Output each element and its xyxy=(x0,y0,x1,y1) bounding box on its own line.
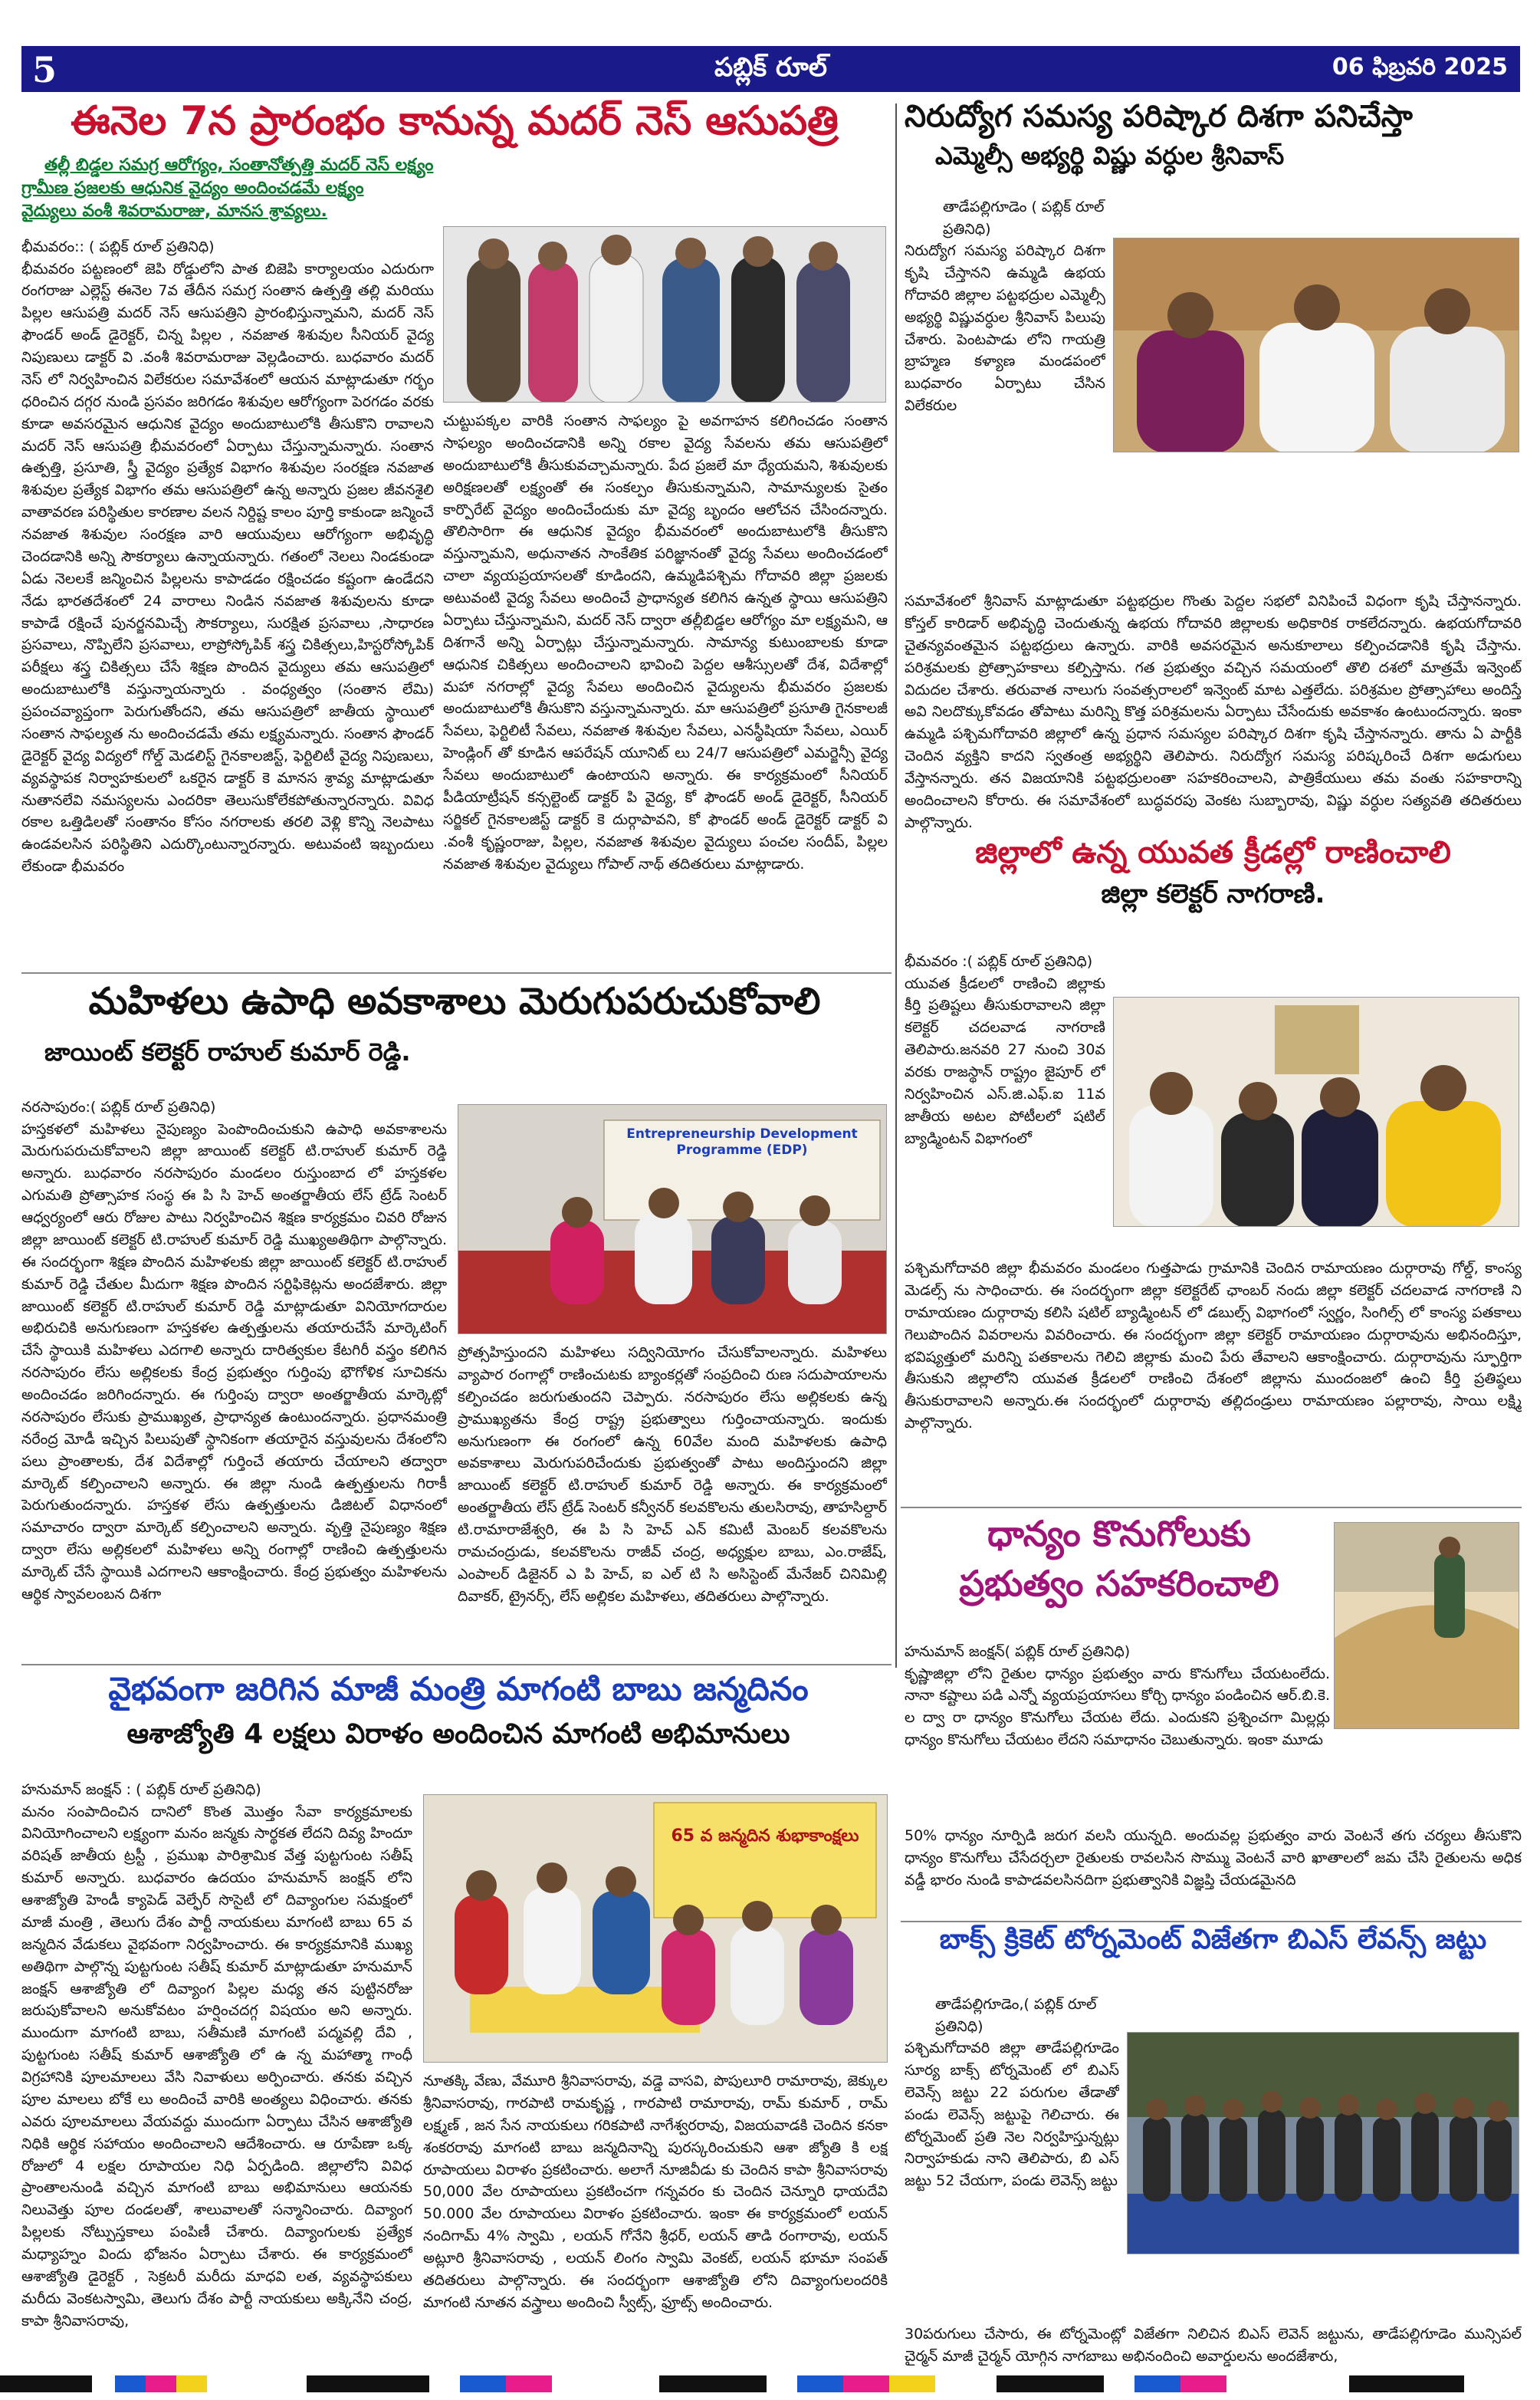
birthday-col-left xyxy=(21,1779,412,2369)
footer-swatch xyxy=(1134,2375,1180,2392)
cricket-col-narrow xyxy=(905,1994,1119,2331)
headline: ఈనెల 7న ప్రారంభం కానున్న మదర్ నెస్ ఆసుపత్రి xyxy=(71,100,839,144)
footer-swatch xyxy=(506,2375,552,2392)
candidate-illustration xyxy=(1114,238,1519,452)
women-jobs-col-left xyxy=(21,1096,447,1656)
birthday-col-right xyxy=(423,2070,888,2369)
footer-swatch xyxy=(843,2375,889,2392)
subheadline-2: గ్రామీణ ప్రజలకు ఆధునిక వైద్యం అందించడమే లక్ష్యం xyxy=(21,178,364,198)
dateline: నరసాపురం:( పబ్లిక్ రూల్ ప్రతినిధి) xyxy=(21,1099,216,1116)
birthday-banner-text: 65 వ జన్మదిన శుభాకాంక్షలు xyxy=(671,1826,859,1846)
mother-nest-col-right xyxy=(443,410,888,970)
article-body: నిరుద్యోగ సమస్య పరిష్కార దిశగా కృషి చేస్తానని ఉమ్మడి ఉభయ గోదావరి జిల్లాల పట్టభద్రుల ఎమ్మెల్సీ అభ్యర్థి విష్ణువర్ధుల శ్రీనివాస్ పిలుపు చేశారు. పెంటపాడు లోని గాయత్రి బ్రాహ్మణ కళ్యాణ మండపంలో బుధవారం ఏర్పాటు చేసిన విలేకరుల xyxy=(905,242,1105,415)
footer-swatch xyxy=(889,2375,935,2392)
article-body-continued: ప్రోత్సహిస్తుందని మహిళలు సద్వినియోగం చేసుకోవాలన్నారు. మహిళలు వ్యాపార రంగాల్లో రాణించుటకు బ్యాంకర్లతో సంప్రదించి రుణ సదుపాయాలను కల్పించడం జరుగుతుందని చెప్పారు. నరసాపురం లేసు అల్లికలకు ఉన్న ప్రాముఖ్యతను కేంద్ర రాష్ట్ర ప్రభుత్వాలు గుర్తించాయన్నారు. ఇందుకు అనుగుణంగా ఈ రంగంలో ఉన్న 60వేల మంది మహిళలకు ఉపాధి అవకాశాలు మెరుగుపరిచేందుకు ప్రభుత్వంతో పాటు అందిస్తుందని జిల్లా జాయింట్ కలెక్టర్ టి.రాహుల్ కుమార్ రెడ్డి అన్నారు. ఈ కార్యక్రమంలో అంతర్జాతీయ లేస్ ట్రేడ్ సెంటర్ కన్వీనర్ కలవకొలను తులసిరావు, తాహసిల్దార్ టి.రామారాజేశ్వరి, ఈ పి సి హెచ్ ఎన్ కమిటీ మెంబర్ కలవకొలను రామచంద్రుడు, కలవకొలను రాజీవ్ చంద్ర, అధ్యక్షుల బాబు, ఎం.రాజేష్, ఎంపాలర్ డిజైనర్ ఎ పి హెచ్, ఐ ఎల్ టి సి అసిస్టెంట్ మేనేజర్ చినిమిల్లి దివాకర్, ట్రైనర్స్, లేస్ అల్లికల మహిళలు, తదితరులు పాల్గొన్నారు. xyxy=(458,1344,887,1605)
subheadline: జాయింట్ కలెక్టర్ రాహుల్ కుమార్ రెడ్డి. xyxy=(44,1037,411,1067)
footer-swatch xyxy=(460,2375,506,2392)
article-body: భీమవరం పట్టణంలో జెపి రోడ్డులోని పాత బిజెపి కార్యాలయం ఎదురుగా రంగరాజు ఎల్లెస్ట్ ఈనెల 7వ తేదీన సమగ్ర సంతాన ఉత్పత్తి తల్లి మరియు పిల్లల ఆసుపత్రి మదర్ నెస్ ఆసుపత్రిని ప్రారంభిస్తున్నామని, మదర్ నెస్ ఫౌండర్ అండ్ డైరెక్టర్, చిన్న పిల్లల , నవజాత శిశువుల సీనియర్ వైద్య నిపుణులు డాక్టర్ వి .వంశీ శివరామరాజు వెల్లడించారు. బుధవారం మదర్ నెస్ లో నిర్వహించిన విలేకరుల సమావేశంలో ఆయన మాట్లాడుతూ గర్భం ధరించిన దగ్గర నుండి ప్రసవం జరిగడం శిశువుల ఆరోగ్యంగా పెరగడం వరకు కూడా అవసరమైన ఆధునిక వైద్యం అందుబాటులోకి తీసుకొని రావాలని మదర్ నెస్ ఆసుపత్రి భీమవరంలో ఏర్పాటు చేస్తున్నామన్నారు. సంతాన ఉత్పత్తి, ప్రసూతి, స్త్రీ వైద్యం ప్రత్యేక విభాగం శిశువుల సంరక్షణ నవజాత శిశువుల ప్రత్యేక విభాగం తమ ఆసుపత్రిలో ఉన్న అన్నారు ప్రజల జీవనశైలి వాతావరణ పరిస్థితుల కారణాల వలన నిర్దిష్ట కాలం పూర్తి కాకుండా జన్మించే నవజాత శిశువుల సంరక్షణ వారి ఆయువులు ఆరోగ్యంగా అభివృద్ధి చెందడానికి అన్ని సౌకర్యాలు ఉన్నాయన్నారు. గతంలో నెలలు నిండకుండా ఏడు నెలలకే జన్మించిన పిల్లలను కాపాడడం రక్షించడం కష్టంగా ఉండేదని నేడు భారతదేశంలో 24 వారాలు నిండిన నవజాత శిశువులను కూడా కాపాడే రక్షించే పునర్జనమిచ్చే సౌకర్యాలు, సురక్షిత ప్రసవాలు ,సాధారణ ప్రసవాలు, నొప్పిలేని ప్రసవాలు, లాప్రోస్కోపిక్ శస్త్ర చికిత్సలు,హిస్టరోస్కోపిక్ పరీక్షలు శస్త్ర చికిత్సలు చేసే శిక్షణ పొందిన వైద్యులు తమ ఆసుపత్రిలో అందుబాటులోకి వస్తున్నాయన్నారు . వంధ్యత్వం (సంతాన లేమి) ప్రపంచవ్యాప్తంగా పెరుగుతోందని, తమ ఆసుపత్రిలో జాతీయ స్థాయిలో సంతాన సాఫల్యత ను అందించడమే తమ లక్ష్యమన్నారు. సంతాన ఫౌండర్ డైరెక్టర్ వైద్య విద్యలో గోల్డ్ మెడలిస్ట్ గైనకాలజిస్ట్, ఫెర్టిలిటీ వైద్య నిపుణులు, వ్యవస్థాపక నిర్వాహకులలో ఒకరైన డాక్టర్ కె మానస శ్రావ్య మాట్లాడుతూ నుతానలేవి నమస్యలను ఎందరికా తెలుసుకోలేకపోతున్నారన్నారు. వివిధ రకాల ఒత్తిడిలతో సంతానం కోసం నగరాలకు తరలి వెళ్లి కొన్ని నెలపాటు ఉండవలసిన పరిస్థితిని ఎదుర్కొంటున్నారన్నారు. అటువంటి ఇబ్బందులు లేకుండా భీమవరం xyxy=(21,260,434,876)
footer-swatch xyxy=(1349,2375,1464,2392)
cricket-team-illustration xyxy=(1128,2033,1519,2254)
issue-date: 06 ఫిబ్రవరి 2025 xyxy=(1331,54,1508,81)
article-body-continued: 30పరుగులు చేసారు, ఈ టోర్నమెంట్లో విజేతగా నిలిచిన బిఎస్ లెవెన్ జట్టును, తాడేపల్లిగూడెం మున్సిపల్ చైర్మన్ మాజీ చైర్మన్ యోగ్గిన నాగబాబు అభినందించి అవార్డులను అందజేశారు, xyxy=(905,2326,1522,2365)
doctors-group-illustration xyxy=(444,227,886,403)
article-body-continued: 50% ధాన్యం నూర్పిడి జరుగ వలసి యున్నది. అందువల్ల ప్రభుత్వం వారు వెంటనే తగు చర్యలు తీసుకొని ధాన్యం కొనుగోలు చేసేదర్చలా రైతులకు రావలసిన సొమ్ము వెంటనే వారి ఖాతాలలో జమ చేసి రైతులను అధిక వడ్డీ భారం నుండి కాపాడవలసినదిగా ప్రభుత్వానికి విజ్ఞప్తి చేయడమైనది xyxy=(905,1827,1522,1889)
dateline: తాడేపల్లిగూడెం ( పబ్లిక్ రూల్ ప్రతినిధి) xyxy=(943,199,1105,238)
edp-training-photo xyxy=(458,1104,887,1334)
article-body-continued: సమావేశంలో శ్రీనివాస్ మాట్లాడుతూ పట్టభద్రుల గొంతు పెద్దల సభలో వినిపించే విధంగా కృషి చేస్తానన్నారు. కోస్తల్ కారిడార్ అభివృద్ధి చెందుతున్న ఉభయ గోదావరి జిల్లాలకు అధికారిక రాకలేదన్నారు. ఉభయగోదావరి చైతన్యవంతమైన పట్టభద్రులు ఉన్నారు. వారికి అవసరమైన అనుకూలాలు కల్పించడానికి కృషి చేస్తాను. పరిశ్రమలకు ప్రోత్సాహకాలు కల్పిస్తాను. గత ప్రభుత్వం వచ్చిన సమయంలో తొలి దశలో మాత్రమే ఇన్వెంట్ విదుదల చేశారు. తరువాత నాలుగు సంవత్సరాలలో ఇన్వెంట్ మాట ఎత్తలేదు. పరిశ్రమల ప్రోత్సాహాలు అందిస్తే అవి నిలదొక్కుకోవడం తోపాటు మరిన్ని కొత్త పరిశ్రమలను ఏర్పాటు చేసేందుకు అవకాశం ఉంటుందన్నారు. ఇంకా ఉమ్మడి పశ్చిమగోదావరి జిల్లాలో ఉన్న ప్రధాన సమస్యల పరిష్కార దిశగా కృషి చేస్తానన్నారు. తాను ఏ పార్టీకి చెందిన వ్యక్తిని కాదని స్వతంత్ర అభ్యర్థిని తెలిపారు. నిరుద్యోగ సమస్య పరిష్కరించే దిశగా అడుగులు వేస్తానన్నారు. తన విజయానికి పట్టభద్రులంతా సహకరించాలని, పాత్రికేయులు తమ వంతు సహకారాన్ని అందించాలని కోరారు. ఈ సమావేశంలో బుద్ధవరపు వెంకట సుబ్బారావు, విష్ణు వర్ధుల సత్యవతి తదితరులు పాల్గొన్నారు. xyxy=(905,593,1522,831)
page-number: 5 xyxy=(32,49,57,90)
dateline: తాడేపల్లిగూడెం,( పబ్లిక్ రూల్ ప్రతినిధి) xyxy=(935,1996,1097,2035)
subheadline-1: తల్లీ బిడ్డల సమగ్ర ఆరోగ్యం, సంతానోత్పత్తి మదర్ నెస్ లక్ష్యం xyxy=(44,156,434,176)
footer-swatch xyxy=(1180,2375,1226,2392)
section-rule xyxy=(21,972,891,974)
candidate-photo xyxy=(1113,238,1519,452)
subheadline: ఆశాజ్యోతి 4 లక్షలు విరాళం అందించిన మాగంటి అభిమానులు xyxy=(126,1718,790,1751)
footer-swatch xyxy=(307,2375,429,2392)
headline-line-2: ప్రభుత్వం సహకరించాలి xyxy=(959,1562,1279,1604)
headline: మహిళలు ఉపాధి అవకాశాలు మెరుగుపరుచుకోవాలి xyxy=(88,981,821,1023)
article-women-jobs xyxy=(21,981,888,1096)
grain-heap-illustration xyxy=(1335,1523,1519,1729)
dateline: హనుమాన్ జంక్షన్ : ( పబ్లిక్ రూల్ ప్రతినిధి) xyxy=(21,1781,261,1798)
footer-swatch xyxy=(176,2375,207,2392)
unemployment-col-full xyxy=(905,590,1522,851)
headline: వైభవంగా జరిగిన మాజీ మంత్రి మాగంటి బాబు జన్మదినం xyxy=(108,1672,809,1708)
unemployment-col-narrow xyxy=(905,192,1105,590)
footer-swatch xyxy=(0,2375,92,2392)
footer-swatch xyxy=(659,2375,767,2392)
birthday-celebration-photo xyxy=(423,1794,888,2063)
grain-col-full xyxy=(905,1825,1522,1921)
article-body-continued: పశ్చిమగోదావరి జిల్లా భీమవరం మండలం గుత్తపాడు గ్రామానికి చెందిన రామాయణం దుర్గారావు గోల్డ్, కాంస్య మెడల్స్ ను సాధించారు. ఈ సందర్భంగా జిల్లా కలెక్టరేట్ ఛాంబర్ నందు జిల్లా కలెక్టర్ చదలవాడ నాగరాణి ని రామాయణం దుర్గారావు కలిసి షటిల్ బ్యాడ్మింటన్ లో డబుల్స్ విభాగంలో స్వర్ణం, సింగిల్స్ లో కాంస్య పతకాలు గెలుపొందిన వివరాలను వివరించారు. ఈ సందర్భంగా జిల్లా కలెక్టర్ రామాయణం దుర్గారావును అభినందిస్తూ, భవిష్యత్తులో మరిన్ని పతకాలను గెలిచి జిల్లాకు మంచి పేరు తేవాలని ఆకాంక్షించారు. దుర్గారావును స్ఫూర్తిగా తీసుకుని జిల్లాలోని యువత క్రీడలలో రాణించి దేశంలో జిల్లాను ముందంజలో ఉంచి కీర్తి ప్రతిష్ఠలు తీసుకురావాలని అన్నారు.ఈ సందర్భంలో దుర్గారావు తల్లిదండ్రులు రామాయణం పల్లారావు, సాయి లక్ష్మి పాల్గొన్నారు. xyxy=(905,1260,1522,1432)
doctors-group-photo xyxy=(443,226,886,403)
article-body: కృష్ణాజిల్లా లోని రైతుల ధాన్యం ప్రభుత్వం వారు కొనుగోలు చేయటంలేదు. నానా కష్టాలు పడి ఎన్నో వ్యయప్రయాసలు కోర్చి ధాన్యం పండించిన ఆర్.బి.కె. ల ద్వా రా ధాన్యం కొనుగోలు చేయట లేదు. ఎందుకని ప్రశ్నించగా మిల్లర్లు ధాన్యం కొనుగోలు చేయటం లేదని సమాధానం చెబుతున్నారు. ఇంకా మూడు xyxy=(905,1665,1330,1749)
headline: నిరుద్యోగ సమస్య పరిష్కార దిశగా పనిచేస్తా xyxy=(905,100,1413,134)
collector-medal-photo xyxy=(1113,997,1519,1227)
article-body: మనం సంపాదించిన దానిలో కొంత మొత్తం సేవా కార్యక్రమాలకు వినియోగించాలని లక్ష్యంగా మనం జన్మకు సార్థకత లేదని దివ్య హిందూ వరిషత్ జాతీయ ట్రస్టీ , ప్రముఖ పారిశ్రామిక వేత్త పుట్టగుంట సతీష్ కుమార్ అన్నారు. బుధవారం ఉదయం హనుమాన్ జంక్షన్ లోని ఆశాజ్యోతి హెండీ క్యాపెడ్ వెల్ఫేర్ సొసైటీ లో దివ్యాంగుల సమక్షంలో మాజీ మంత్రి , తెలుగు దేశం పార్టీ నాయకులు మాగంటి బాబు 65 వ జన్మదిన వేడుకలు వైభవంగా నిర్వహించారు. ఈ కార్యక్రమానికి ముఖ్య అతిథిగా పాల్గొన్న పుట్టగుంట సతీష్ కుమార్ మాట్లాడుతూ హనుమాన్ జంక్షన్ ఆశాజ్యోతి లో దివ్యాంగ పిల్లల మధ్య తన పుట్టినరోజు జరుపుకోవాలని అనుకోవటం హర్షించదగ్గ విషయం అని అన్నారు. ముందుగా మాగంటి బాబు, సతీమణి మాగంటి పద్మవల్లి దేవి , పుట్టగుంట సతీష్ కుమార్ ఆశాజ్యోతి లో ఉ న్న మహాత్మా గాంధీ విగ్రహానికి పూలమాలలు వేసి నివాళులు అర్పించారు. తనకు వచ్చిన పూల మాలలు బోకే లు అందించే వారికి అంత్యలు విధించారు. తనకు ఎవరు పూలమాలలు వేయవద్దు ముందుగా ఏర్పాటు చేసిన ఆశాజ్యోతి నిధికి ఆర్థిక సహాయం అందించాలని ఆదేశించారు. ఆ రూపేణా ఒక్క రోజులో 4 లక్షల రూపాయల నిధి ఏర్పడింది. జిల్లాలోని వివిధ ప్రాంతాలనుండి వచ్చిన మాగంటి బాబు అభిమానులు ఆయనకు నిలువెత్తు పూల దండలతో, శాలువాలతో సన్మానించారు. దివ్యాంగ పిల్లలకు నోట్పుస్తకాలు పంపిణీ చేశారు. దివ్యాంగులకు ప్రత్యేక మధ్యాహ్నం విందు భోజనం ఏర్పాటు చేశారు. ఈ కార్యక్రమంలో ఆశాజ్యోతి డైరెక్టర్ , సెక్రటరీ మరీదు మాధవి లత, వ్యవస్థాపకులు మరీదు వెంకటస్వామి, తెలుగు దేశం పార్టీ నాయకులు అక్కినేని చంద్ర, కాపా శ్రీనివాసరావు, xyxy=(21,1803,412,2329)
headline-line-1: ధాన్యం కొనుగోలుకు xyxy=(987,1514,1251,1554)
edp-banner-text: Entrepreneurship Development Programme (EDP) xyxy=(626,1126,858,1159)
article-body-continued: నూతక్కి వేణు, వేమూరి శ్రీనివాసరావు, వడ్డె వాసవి, పొపులూరి రామారావు, జెక్కుల శ్రీనివాసరావు, గారపాటి రామకృష్ణ , గారపాటి రామారావు, రామ్ కుమార్ , రామ్ లక్ష్మణ్ , జన సేన నాయకులు గరికపాటి నాగేశ్వరరావు, విజయవాడకి చెందిన కనకా శంకరరావు మాగంటి బాబు జన్మదినాన్ని పురస్కరించుకుని ఆశా జ్యోతి కి లక్ష రూపాయలు విరాళం ప్రకటించారు. అలాగే నూజివీడు కు చెందిన కాపా శ్రీనివాసరావు 50,000 వేల రూపాయలు ప్రకటించగా గన్నవరం కు చెందిన చెన్నూరి ధాయదేవి 50.000 వేల రూపాయలు విరాళం ప్రకటించారు. ఇంకా ఈ కార్యక్రమంలో లయన్ నందిగామ్ 4% స్వామి , లయన్ గోనేని శ్రీధర్, లయన్ తాడి రంగారావు, లయన్ అట్లూరి శ్రీనివాసరావు , లయన్ లింగం స్వామి వెంకట్, లయన్ భూమా సంపత్ తదితరులు పాల్గొన్నారు. ఈ సందర్భంగా ఆశాజ్యోతి లోని దివ్యాంగులందరికి మాగంటి నూతన వస్త్రాలు అందించి స్వీట్స్, ఫ్రూట్స్ అందించారు. xyxy=(423,2073,888,2311)
subheadline-3: వైద్యులు వంశీ శివరామరాజు, మానస శ్రావ్యలు. xyxy=(21,201,327,221)
headline: బాక్స్ క్రికెట్ టోర్నమెంట్ విజేతగా బిఎస్ లేవన్స్ జట్టు xyxy=(939,1925,1487,1955)
grain-col-narrow xyxy=(905,1641,1330,1817)
sports-col-full xyxy=(905,1258,1522,1503)
footer-swatch xyxy=(997,2375,1104,2392)
article-body: యువత క్రీడలలో రాణించి జిల్లాకు కీర్తి ప్రతిష్టలు తీసుకురావాలని జిల్లా కలెక్టర్ చదలవాడ నాగరాణి తెలిపారు.జనవరి 27 నుంచి 30వ వరకు రాజస్థాన్ రాష్ట్రం జైపూర్ లో నిర్వహించిన ఎస్.జి.ఎఫ్.ఐ 11వ జాతీయ అటల పోటీలలో షటిల్ బ్యాడ్మింటన్ విభాగంలో xyxy=(905,975,1105,1147)
dateline: భీమవరం:: ( పబ్లిక్ రూల్ ప్రతినిధి) xyxy=(21,238,215,255)
article-birthday xyxy=(21,1672,895,1779)
mother-nest-col-left xyxy=(21,232,434,968)
footer-color-bar xyxy=(0,2375,1540,2392)
section-rule xyxy=(901,1507,1522,1508)
dateline: భీమవరం :( పబ్లిక్ రూల్ ప్రతినిధి) xyxy=(905,953,1093,970)
article-grain xyxy=(905,1514,1334,1629)
dateline: హనుమాన్ జంక్షన్( పబ్లిక్ రూల్ ప్రతినిధి) xyxy=(905,1643,1131,1660)
article-body: హస్తకళలో మహిళలు నైపుణ్యం పెంపొందించుకుని ఉపాధి అవకాశాలను మెరుగుపరుచుకోవాలని జిల్లా జాయింట్ కలెక్టర్ టి.రాహుల్ కుమార్ రెడ్డి అన్నారు. బుధవారం నరసాపురం మండలం రుస్తుంబాద లో హస్తకళల ఎగుమతి ప్రోత్సాహక సంస్థ ఈ పి సి హెచ్ అంతర్జాతీయ లేస్ ట్రేడ్ సెంటర్ ఆధ్వర్యంలో ఆరు రోజుల పాటు నిర్వహించిన శిక్షణ కార్యక్రమం చివరి రోజున జిల్లా జాయింట్ కలెక్టర్ టి.రాహుల్ కుమార్ రెడ్డి ముఖ్యఅతిథిగా పాల్గొన్నారు. ఈ సందర్భంగా శిక్షణ పొందిన మహిళలకు జిల్లా జాయింట్ కలెక్టర్ టి.రాహుల్ కుమార్ రెడ్డి చేతుల మీదుగా శిక్షణ పొందిన సర్టిఫికెట్లను అందజేశారు. జిల్లా జాయింట్ కలెక్టర్ టి.రాహుల్ కుమార్ రెడ్డి మాట్లాడుతూ వినియోగదారుల అభిరుచికి అనుగుణంగా హస్తకళల ఉత్పత్తులను తయారుచేసే మార్కెటింగ్ చేసే స్థాయికి మహిళలు ఎదగాలి అన్నారు దారిత్వకుల కేటగిరీ వస్త్రం కలిగిన నరసాపురం లేసు అల్లికలకు కేంద్ర ప్రభుత్వం గుర్తింపు భౌగోళిక సూచికను అందించడం జరిగిందన్నారు. ఈ గుర్తింపు ద్వారా అంతర్జాతీయ మార్కెట్లో నరసాపురం లేసుకు ప్రాముఖ్యత, ప్రాధాన్యత ఉంటుందన్నారు. ప్రధానమంత్రి నరేంద్ర మోడీ ఇచ్చిన పిలుపుతో స్థానికంగా తయారైన వస్తువులను దేశంలోని పలు ప్రాంతాలకు, దేశ విదేశాల్లో గుర్తించే తయారు చేయాలని తద్వారా మార్కెట్ కల్పించాలని అన్నారు. ఈ జిల్లా నుండి ఉత్పత్తులను గిరాకీ పెరుగుతుందన్నారు. హస్తకళ లేసు ఉత్పత్తులను డిజిటల్ విధానంలో సమాచారం ద్వారా మార్కెట్ కల్పించాలని అన్నారు. వృత్తి నైపుణ్యం శిక్షణ ద్వారా లేసు అల్లికలలో మహిళలు అన్ని రంగాల్లో రాణించి ఉత్పత్తులను మార్కెట్ చేసే స్థాయికి ఎదగాలని ఆకాంక్షించారు. కేంద్ర ప్రభుత్వం మహిళలను ఆర్థిక స్వావలంబన దిశగా xyxy=(21,1120,447,1603)
article-body-continued: చుట్టుపక్కల వారికి సంతాన సాఫల్యం పై అవగాహన కలిగించడం సంతాన సాఫల్యం అందించడానికి అన్ని రకాల వైద్య సేవలను తమ ఆసుపత్రిలో అందుబాటులోకి తీసుకువచ్చామన్నారు. పేద ప్రజలే మా ధ్యేయమని, శిశువులకు అరిక్షణలతో లక్ష్యంతో ఈ సంకల్పం తీసుకున్నామని, సామాన్యులకు సైతం కార్పొరేట్ వైద్యం అందించేందుకు మా వైద్య బృందం ఆలోచన చేసిందన్నారు. తొలిసారిగా ఈ ఆధునిక వైద్యం భీమవరంలో అందుబాటులోకి తీసుకొని వస్తున్నామని, అధునాతన సాంకేతిక పరిజ్ఞానంతో వైద్య సేవలు అందించడంలో చాలా వ్యయప్రయాసలతో కూడిందని, ఉమ్మడిపశ్చిమ గోదావరి జిల్లా ప్రజలకు అటువంటి వైద్య సేవలు అందించే ప్రాధాన్యత కలిగిన ఉన్నత స్థాయి ఆసుపత్రిని ఏర్పాటు చేస్తున్నామని, మదర్ నెస్ ద్వారా తల్లీబిడ్డల ఆరోగ్యం మా లక్ష్యమని, ఆ దిశగానే అన్ని ఏర్పాట్లు చేస్తున్నామన్నారు. సామాన్య కుటుంబాలకు కూడా ఆధునిక చికిత్సలు అందించాలని భావించి పెద్దల ఆశీస్సులతో దేశ, విదేశాల్లో మహా నగరాల్లో వైద్య సేవలు అందించిన వైద్యులను భీమవరం ప్రజలకు అందుబాటులోకి తీసుకొని వస్తున్నామన్నారు. మా ఆసుపత్రిలో ప్రసూతి గైనకాలజీ సేవలు, ఫెర్టిలిటీ సేవలు, నవజాత శిశువుల సేవలు, ఎనస్థీషియా సేవలు, ఎయిర్ హెండ్లింగ్ తో కూడిన ఆపరేషన్ యూనిట్ లు 24/7 ఆసుపత్రిలో ఎమర్జెన్సీ వైద్య సేవలు అందుబాటులో ఉంటాయని అన్నారు. ఈ కార్యక్రమంలో సీనియర్ పీడియాట్రీషన్ కన్సల్టెంట్ డాక్టర్ పి వైద్య, కో ఫౌండర్ అండ్ డైరెక్టర్, సీనియర్ సర్జికల్ గైనకాలజిస్ట్ డాక్టర్ కె దుర్గాపావని, కో ఫౌండర్ అండ్ డైరెక్టర్ డాక్టర్ వి .వంశీ కృష్ణంరాజు, పిల్లల, నవజాత శిశువుల వైద్యులు పంచల సందీప్, పిల్లల నవజాత శిశువుల వైద్యులు గోపాల్ నాథ్ తదితరులు మాట్లాడారు. xyxy=(443,413,888,873)
column-divider xyxy=(895,104,897,1668)
masthead xyxy=(21,46,1520,92)
headline: జిల్లాలో ఉన్న యువత క్రీడల్లో రాణించాలి xyxy=(975,836,1451,870)
footer-swatch xyxy=(115,2375,146,2392)
subheadline: ఎమ్మెల్సీ అభ్యర్థి విష్ణు వర్ధుల శ్రీనివాస్ xyxy=(935,141,1285,170)
footer-swatch xyxy=(146,2375,176,2392)
article-sports xyxy=(905,836,1522,951)
footer-swatch xyxy=(797,2375,843,2392)
grain-heap-photo xyxy=(1334,1522,1519,1729)
section-rule xyxy=(21,1664,891,1665)
paper-name: పబ్లిక్ రూల్ xyxy=(714,52,827,83)
collector-medal-illustration xyxy=(1114,998,1519,1227)
cricket-col-full xyxy=(905,2323,1522,2371)
sports-col-narrow xyxy=(905,951,1105,1254)
section-rule xyxy=(901,1921,1522,1922)
article-body: పశ్చిమగోదావరి జిల్లా తాడేపల్లిగూడెం సూర్య బాక్స్ టోర్నమెంట్ లో బిఎస్ లెవెన్స్ జట్టు 22 పరుగుల తేడాతో పండు లెవెన్స్ జట్టుపై గెలిచారు. ఈ టోర్నమెంట్ ప్రతి నెల నిర్వహిస్తున్నట్లు నిర్వాహకుడు నాని తెలిపారు, బి ఎస్ జట్టు 52 చేయగా, పండు లెవెన్స్ జట్టు xyxy=(905,2040,1119,2190)
subheadline: జిల్లా కలెక్టర్ నాగరాణి. xyxy=(1101,879,1325,909)
cricket-team-photo xyxy=(1127,2032,1519,2254)
women-jobs-col-right xyxy=(458,1342,887,1656)
article-cricket xyxy=(905,1925,1522,1997)
